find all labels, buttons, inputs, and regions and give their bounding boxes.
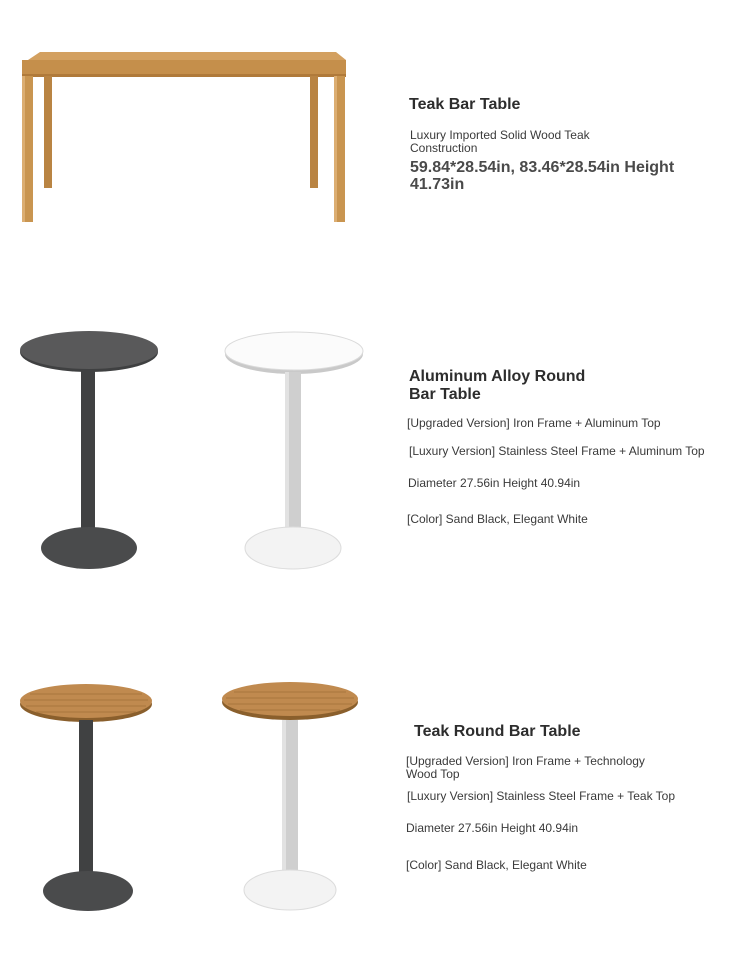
teak-round-table-dimensions: Diameter 27.56in Height 40.94in xyxy=(406,821,579,835)
black-aluminum-round-table-image xyxy=(18,328,160,574)
aluminum-table-luxury-version: [Luxury Version] Stainless Steel Frame + Aluminum Top xyxy=(409,444,705,458)
teak-rectangular-table-image xyxy=(18,48,350,226)
aluminum-table-dimensions: Diameter 27.56in Height 40.94in xyxy=(408,476,581,490)
teak-bar-table-dimensions: 59.84*28.54in, 83.46*28.54in Height 41.73in xyxy=(410,159,675,193)
aluminum-table-title: Aluminum Alloy Round Bar Table xyxy=(409,368,586,403)
teak-round-table-luxury-version: [Luxury Version] Stainless Steel Frame + Teak Top xyxy=(407,789,676,803)
white-aluminum-round-table-image xyxy=(222,328,366,574)
teak-round-table-title: Teak Round Bar Table xyxy=(414,723,581,740)
aluminum-table-upgraded-version: [Upgraded Version] Iron Frame + Aluminum Top xyxy=(407,416,661,430)
teak-bar-table-material: Luxury Imported Solid Wood Teak Construction xyxy=(410,128,590,155)
teak-round-table-upgraded-version: [Upgraded Version] Iron Frame + Technology Wood Top xyxy=(406,754,645,781)
teak-top-white-base-table-image xyxy=(220,676,362,916)
teak-bar-table-title: Teak Bar Table xyxy=(409,96,521,113)
teak-top-black-base-table-image xyxy=(18,680,156,916)
teak-round-table-color: [Color] Sand Black, Elegant White xyxy=(406,858,587,872)
aluminum-table-color: [Color] Sand Black, Elegant White xyxy=(407,512,588,526)
